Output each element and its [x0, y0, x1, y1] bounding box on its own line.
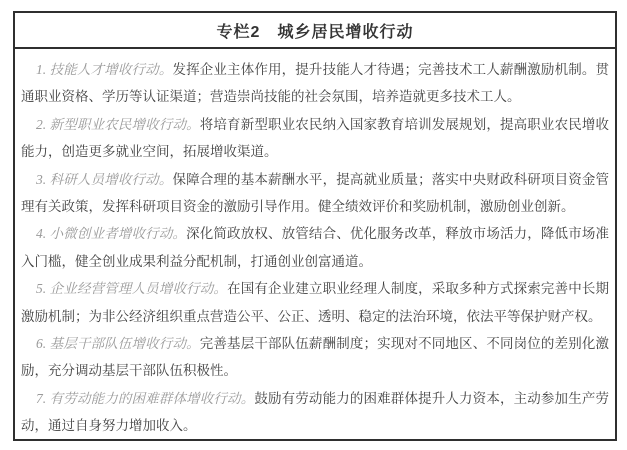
action-item-text: 保障合理的基本薪酬水平，提高就业质量；落实中央财政科研项目资金管理有关政策，发挥科研项目资金的激励引导作用。健全绩效评价和奖励机制，激励创业创新。	[21, 171, 610, 215]
action-item-lead: 3. 科研人员增收行动。	[36, 171, 173, 187]
action-item-text: 将培育新型职业农民纳入国家教育培训发展规划，提高职业农民增收能力，创造更多就业空间，拓展增收渠道。	[21, 116, 610, 160]
action-item-lead: 5. 企业经营管理人员增收行动。	[36, 281, 228, 297]
action-list	[15, 49, 615, 439]
action-item-lead: 1. 技能人才增收行动。	[36, 62, 173, 77]
action-item-text: 在国有企业建立职业经理人制度，采取多种方式探索完善中长期激励机制；为非公经济组织重点营造公平、公正、透明、稳定的法治环境，依法平等保护财产权。	[21, 281, 610, 324]
action-item-lead: 4. 小微创业者增收行动。	[36, 226, 187, 242]
action-item-text: 发挥企业主体作用，提升技能人才待遇；完善技术工人薪酬激励机制。贯通职业资格、学历等认证渠道；营造崇尚技能的社会氛围，培养造就更多技术工人。	[21, 62, 610, 105]
action-item-text: 完善基层干部队伍薪酬制度；实现对不同地区、不同岗位的差别化激励，充分调动基层干部队伍积极性。	[21, 336, 610, 379]
action-item	[21, 166, 609, 221]
action-item	[21, 220, 609, 275]
action-item	[21, 330, 609, 385]
action-item-lead: 7. 有劳动能力的困难群体增收行动。	[36, 390, 255, 406]
column-panel	[13, 11, 617, 441]
action-item-text: 深化简政放权、放管结合、优化服务改革，释放市场活力，降低市场准入门槛，健全创业成果利益分配机制，打通创业创富通道。	[21, 226, 609, 269]
action-item-text: 鼓励有劳动能力的困难群体提升人力资本，主动参加生产劳动，通过自身努力增加收入。	[21, 390, 610, 434]
action-item	[21, 111, 609, 166]
action-item	[21, 275, 609, 330]
action-item	[21, 385, 609, 439]
action-item-lead: 6. 基层干部队伍增收行动。	[36, 336, 200, 352]
panel-title: 专栏2 城乡居民增收行动	[15, 13, 615, 49]
action-item-lead: 2. 新型职业农民增收行动。	[36, 116, 200, 132]
action-item	[21, 56, 609, 111]
